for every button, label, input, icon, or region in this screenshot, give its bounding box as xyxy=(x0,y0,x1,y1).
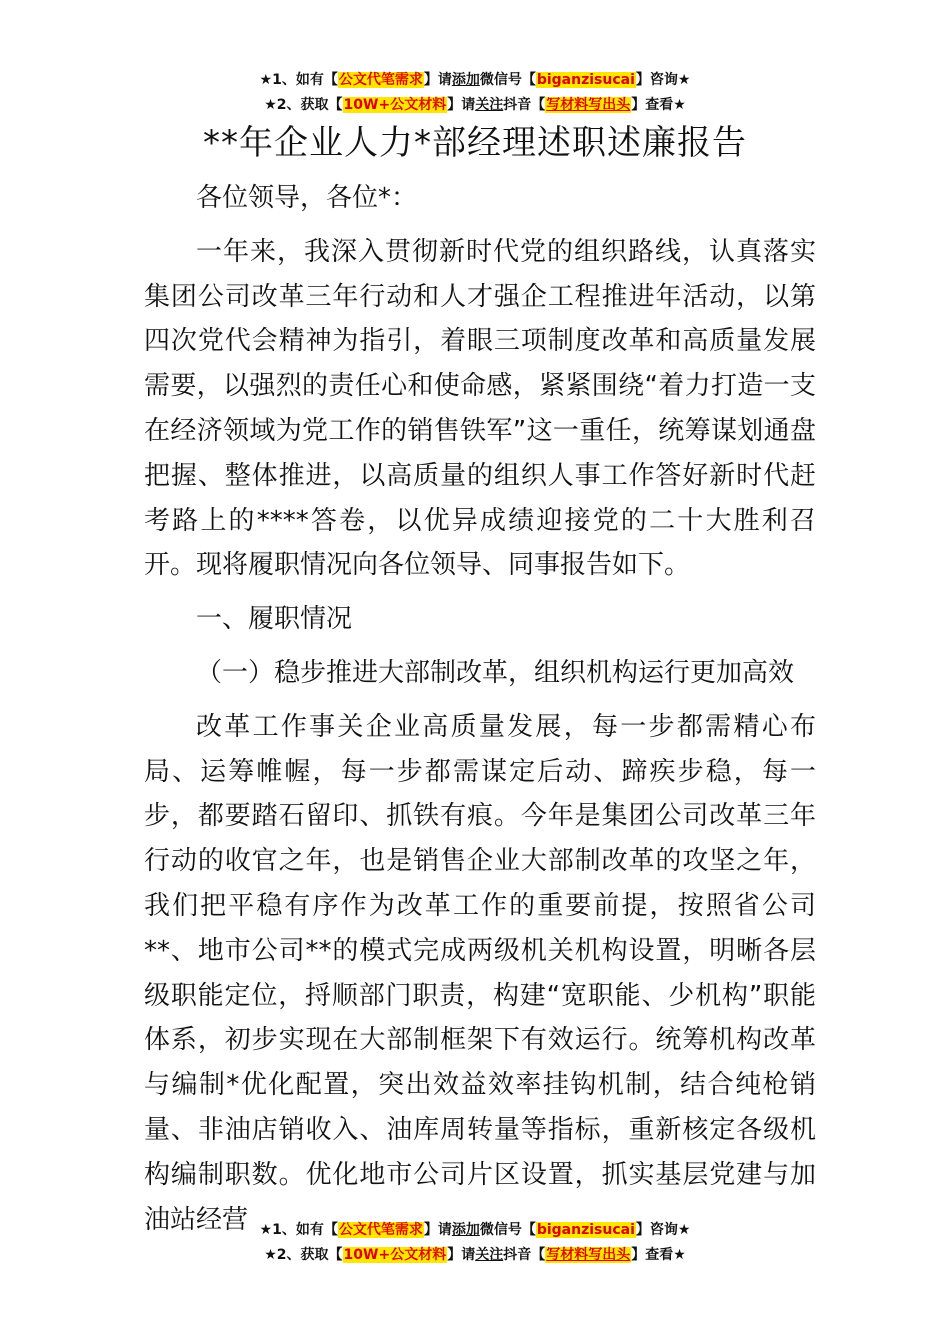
document-title: **年企业人力*部经理述职述廉报告 xyxy=(203,123,747,163)
section-heading: 一、履职情况 xyxy=(196,604,353,635)
intro-paragraph: 一年来，我深入贯彻新时代党的组织路线，认真落实集团公司改革三年行动和人才强企工程推进年活动，以第四次党代会精神为指引，着眼三项制度改革和高质量发展需要，以强烈的责任心和使命感，紧紧围绕“着力打造一支在经济领域为党工作的销售铁军”这一重任，统筹谋划通盘把握、整体推进，以高质量的组织人事工作答好新时代赶考路上的****答卷，以优异成绩迎接党的二十大胜利召开。现将履职情况向各位领导、同事报告如下。 xyxy=(144,236,816,581)
salutation: 各位领导，各位*： xyxy=(196,183,418,213)
banner-highlight-materials: 10W+公文材料 xyxy=(343,1247,447,1263)
document-body xyxy=(144,176,816,1242)
banner-line-2: ★2、获取【10W+公文材料】请关注抖音【写材料写出头】查看★ xyxy=(264,97,686,113)
banner-highlight-service: 公文代笔需求 xyxy=(338,1222,423,1238)
banner-line-1: ★1、如有【公文代笔需求】请添加微信号【biganzisucai】咨询★ xyxy=(259,1222,691,1238)
banner-highlight-wechat: biganzisucai xyxy=(536,72,635,88)
footer-banner xyxy=(0,1218,950,1268)
banner-line-1: ★1、如有【公文代笔需求】请添加微信号【biganzisucai】咨询★ xyxy=(259,72,691,88)
banner-highlight-douyin: 写材料写出头 xyxy=(546,97,631,113)
body-paragraph: 改革工作事关企业高质量发展，每一步都需精心布局、运筹帷幄，每一步都需谋定后动、蹄疾步稳，每一步，都要踏石留印、抓铁有痕。今年是集团公司改革三年行动的收官之年，也是销售企业大部制改革的攻坚之年，我们把平稳有序作为改革工作的重要前提，按照省公司**、地市公司**的模式完成两级机关机构设置，明晰各层级职能定位，捋顺部门职责，构建“宽职能、少机构”职能体系，初步实现在大部制框架下有效运行。统筹机构改革与编制*优化配置，突出效益效率挂钩机制，结合纯枪销量、非油店销收入、油库周转量等指标，重新核定各级机构编制职数。优化地市公司片区设置，抓实基层党建与加油站经营 xyxy=(144,711,816,1235)
banner-highlight-materials: 10W+公文材料 xyxy=(343,97,447,113)
banner-highlight-wechat: biganzisucai xyxy=(536,1222,635,1238)
header-banner xyxy=(0,68,950,118)
star-icon: ★ xyxy=(264,1247,277,1263)
banner-line-2: ★2、获取【10W+公文材料】请关注抖音【写材料写出头】查看★ xyxy=(264,1247,686,1263)
subsection-heading: （一）稳步推进大部制改革，组织机构运行更加高效 xyxy=(196,657,795,688)
star-icon: ★ xyxy=(264,97,277,113)
star-icon: ★ xyxy=(259,1222,273,1238)
banner-highlight-douyin: 写材料写出头 xyxy=(546,1247,631,1263)
star-icon: ★ xyxy=(259,72,273,88)
banner-highlight-service: 公文代笔需求 xyxy=(338,72,423,88)
